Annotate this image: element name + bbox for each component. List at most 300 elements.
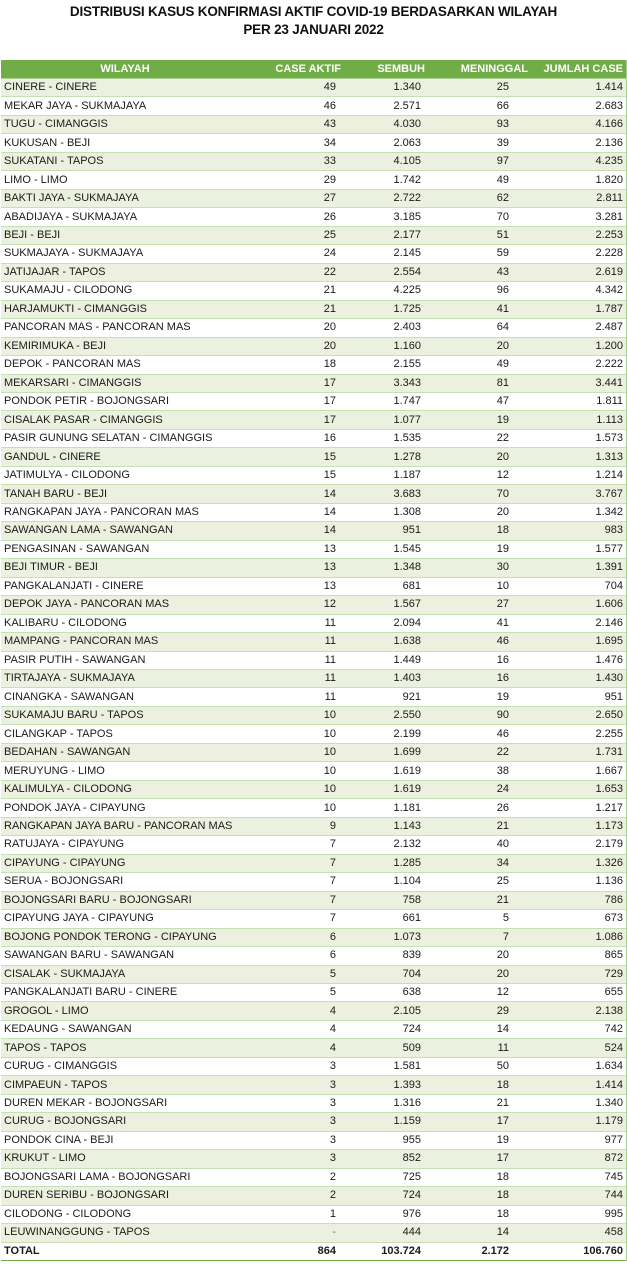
total-row [1,1242,626,1260]
cell-jumlah-case: 1.811 [531,392,626,410]
table-row [1,836,626,854]
cell-case-aktif: 25 [249,226,344,244]
table-row [1,817,626,835]
cell-meninggal: 16 [439,651,531,669]
cell-jumlah-case: 1.414 [531,79,626,97]
cell-case-aktif: 13 [249,540,344,558]
cell-wilayah: CINERE - CINERE [1,79,249,97]
cell-meninggal: 14 [439,1020,531,1038]
table-row [1,688,626,706]
table-row [1,947,626,965]
cell-sembuh: 725 [344,1168,439,1186]
table-row [1,1224,626,1242]
cell-sembuh: 2.550 [344,706,439,724]
cell-sembuh: 1.619 [344,762,439,780]
table-row [1,134,626,152]
cell-jumlah-case: 2.683 [531,97,626,115]
cell-case-aktif: 3 [249,1131,344,1149]
cell-sembuh: 2.571 [344,97,439,115]
cell-meninggal: 70 [439,485,531,503]
cell-sembuh: 1.581 [344,1057,439,1075]
table-row [1,633,626,651]
cell-case-aktif: 12 [249,596,344,614]
cell-jumlah-case: 673 [531,910,626,928]
cell-wilayah: MAMPANG - PANCORAN MAS [1,633,249,651]
cell-jumlah-case: 1.577 [531,540,626,558]
cell-jumlah-case: 3.441 [531,374,626,392]
table-row [1,282,626,300]
cell-wilayah: SUKAMAJU - CILODONG [1,282,249,300]
cell-meninggal: 21 [439,817,531,835]
cell-jumlah-case: 742 [531,1020,626,1038]
cell-jumlah-case: 745 [531,1168,626,1186]
cell-wilayah: BAKTI JAYA - SUKMAJAYA [1,189,249,207]
cell-jumlah-case: 2.253 [531,226,626,244]
cell-wilayah: CIMPAEUN - TAPOS [1,1076,249,1094]
cell-wilayah: PANGKALANJATI - CINERE [1,577,249,595]
cell-meninggal: 20 [439,448,531,466]
cell-jumlah-case: 2.255 [531,725,626,743]
cell-case-aktif: 11 [249,688,344,706]
table-row [1,1076,626,1094]
cell-case-aktif: 20 [249,319,344,337]
table-row [1,725,626,743]
cell-wilayah: SAWANGAN BARU - SAWANGAN [1,947,249,965]
cell-jumlah-case: 1.086 [531,928,626,946]
cell-meninggal: 34 [439,854,531,872]
cell-sembuh: 4.030 [344,115,439,133]
cell-case-aktif: 15 [249,448,344,466]
table-row [1,485,626,503]
cell-meninggal: 41 [439,300,531,318]
cell-meninggal: 14 [439,1224,531,1242]
cell-wilayah: PONDOK JAYA - CIPAYUNG [1,799,249,817]
cell-meninggal: 70 [439,208,531,226]
cell-sembuh: 3.683 [344,485,439,503]
cell-jumlah-case: 1.200 [531,337,626,355]
cell-sembuh: 1.699 [344,743,439,761]
total-sembuh: 103.724 [344,1242,439,1260]
cell-sembuh: 4.225 [344,282,439,300]
cell-jumlah-case: 1.173 [531,817,626,835]
cell-jumlah-case: 4.342 [531,282,626,300]
cell-case-aktif: 10 [249,780,344,798]
cell-jumlah-case: 1.326 [531,854,626,872]
cell-case-aktif: 13 [249,559,344,577]
cell-meninggal: 25 [439,79,531,97]
cell-wilayah: PASIR GUNUNG SELATAN - CIMANGGIS [1,429,249,447]
cell-meninggal: 47 [439,392,531,410]
cell-sembuh: 2.722 [344,189,439,207]
cell-meninggal: 25 [439,873,531,891]
cell-case-aktif: 21 [249,282,344,300]
cell-case-aktif: 3 [249,1057,344,1075]
table-row [1,891,626,909]
cell-meninggal: 18 [439,1205,531,1223]
cell-wilayah: PENGASINAN - SAWANGAN [1,540,249,558]
cell-sembuh: 852 [344,1150,439,1168]
cell-meninggal: 46 [439,725,531,743]
table-row [1,337,626,355]
cell-meninggal: 10 [439,577,531,595]
cell-sembuh: 2.063 [344,134,439,152]
total-case-aktif: 864 [249,1242,344,1260]
cell-meninggal: 66 [439,97,531,115]
cell-jumlah-case: 872 [531,1150,626,1168]
cell-meninggal: 49 [439,171,531,189]
cell-case-aktif: 1 [249,1205,344,1223]
cell-jumlah-case: 1.217 [531,799,626,817]
cell-wilayah: CURUG - CIMANGGIS [1,1057,249,1075]
cell-case-aktif: 5 [249,965,344,983]
cell-sembuh: 1.316 [344,1094,439,1112]
cell-jumlah-case: 2.650 [531,706,626,724]
cell-sembuh: 2.145 [344,245,439,263]
cell-jumlah-case: 1.430 [531,670,626,688]
table-row [1,559,626,577]
cell-jumlah-case: 729 [531,965,626,983]
cell-meninggal: 26 [439,799,531,817]
cell-jumlah-case: 2.136 [531,134,626,152]
cell-jumlah-case: 2.228 [531,245,626,263]
cell-meninggal: 17 [439,1113,531,1131]
cell-meninggal: 20 [439,947,531,965]
cell-case-aktif: 43 [249,115,344,133]
cell-wilayah: RANGKAPAN JAYA - PANCORAN MAS [1,503,249,521]
table-header-row [1,60,626,79]
table-row [1,540,626,558]
table-row [1,1205,626,1223]
column-header-wilayah: WILAYAH [1,60,249,79]
cell-jumlah-case: 458 [531,1224,626,1242]
table-row [1,189,626,207]
cell-wilayah: KALIBARU - CILODONG [1,614,249,632]
cell-sembuh: 955 [344,1131,439,1149]
table-container [0,60,627,1261]
table-row [1,1187,626,1205]
cell-meninggal: 19 [439,411,531,429]
cell-wilayah: BEJI - BEJI [1,226,249,244]
cell-jumlah-case: 2.487 [531,319,626,337]
cell-case-aktif: 15 [249,466,344,484]
table-row [1,983,626,1001]
cell-wilayah: ABADIJAYA - SUKMAJAYA [1,208,249,226]
cell-case-aktif: 7 [249,854,344,872]
cell-jumlah-case: 786 [531,891,626,909]
cell-sembuh: 1.187 [344,466,439,484]
cell-jumlah-case: 2.619 [531,263,626,281]
cell-jumlah-case: 1.179 [531,1113,626,1131]
cases-table [1,60,626,1261]
table-row [1,577,626,595]
table-row [1,300,626,318]
table-row [1,356,626,374]
cell-case-aktif: 49 [249,79,344,97]
table-row [1,152,626,170]
cell-wilayah: BOJONGSARI LAMA - BOJONGSARI [1,1168,249,1186]
cell-case-aktif: 6 [249,928,344,946]
cell-case-aktif: 14 [249,522,344,540]
table-row [1,965,626,983]
cell-sembuh: 724 [344,1020,439,1038]
cell-wilayah: GROGOL - LIMO [1,1002,249,1020]
cell-sembuh: 921 [344,688,439,706]
cell-sembuh: 509 [344,1039,439,1057]
cell-case-aktif: 10 [249,725,344,743]
cell-case-aktif: - [249,1224,344,1242]
cell-wilayah: DUREN MEKAR - BOJONGSARI [1,1094,249,1112]
cell-wilayah: DEPOK - PANCORAN MAS [1,356,249,374]
cell-wilayah: CILANGKAP - TAPOS [1,725,249,743]
cell-wilayah: KEMIRIMUKA - BEJI [1,337,249,355]
cell-meninggal: 43 [439,263,531,281]
cell-sembuh: 1.619 [344,780,439,798]
cell-meninggal: 41 [439,614,531,632]
cell-jumlah-case: 1.476 [531,651,626,669]
cell-jumlah-case: 1.731 [531,743,626,761]
cell-sembuh: 2.132 [344,836,439,854]
cell-meninggal: 30 [439,559,531,577]
cell-case-aktif: 22 [249,263,344,281]
cell-case-aktif: 46 [249,97,344,115]
table-row [1,245,626,263]
table-row [1,1057,626,1075]
cell-wilayah: TUGU - CIMANGGIS [1,115,249,133]
cell-case-aktif: 11 [249,651,344,669]
cell-wilayah: KALIMULYA - CILODONG [1,780,249,798]
cell-meninggal: 50 [439,1057,531,1075]
cell-sembuh: 2.199 [344,725,439,743]
cell-wilayah: JATIMULYA - CILODONG [1,466,249,484]
cell-wilayah: DUREN SERIBU - BOJONGSARI [1,1187,249,1205]
cell-sembuh: 4.105 [344,152,439,170]
cell-meninggal: 38 [439,762,531,780]
cell-jumlah-case: 1.340 [531,1094,626,1112]
cell-wilayah: DEPOK JAYA - PANCORAN MAS [1,596,249,614]
cell-case-aktif: 10 [249,762,344,780]
cell-jumlah-case: 1.606 [531,596,626,614]
table-row [1,522,626,540]
table-row [1,799,626,817]
cell-sembuh: 2.177 [344,226,439,244]
cell-jumlah-case: 744 [531,1187,626,1205]
cell-meninggal: 46 [439,633,531,651]
cell-case-aktif: 7 [249,891,344,909]
table-row [1,873,626,891]
cell-jumlah-case: 983 [531,522,626,540]
cell-sembuh: 2.554 [344,263,439,281]
cell-case-aktif: 7 [249,910,344,928]
cell-wilayah: GANDUL - CINERE [1,448,249,466]
cell-case-aktif: 2 [249,1187,344,1205]
table-body [1,79,626,1261]
cell-sembuh: 661 [344,910,439,928]
cell-meninggal: 90 [439,706,531,724]
table-row [1,448,626,466]
cell-jumlah-case: 3.281 [531,208,626,226]
total-jumlah-case: 106.760 [531,1242,626,1260]
cell-wilayah: KRUKUT - LIMO [1,1150,249,1168]
cell-jumlah-case: 2.811 [531,189,626,207]
cell-wilayah: PONDOK PETIR - BOJONGSARI [1,392,249,410]
cell-meninggal: 21 [439,891,531,909]
cell-jumlah-case: 1.136 [531,873,626,891]
cell-jumlah-case: 977 [531,1131,626,1149]
cell-meninggal: 16 [439,670,531,688]
cell-sembuh: 1.449 [344,651,439,669]
cell-wilayah: PONDOK CINA - BEJI [1,1131,249,1149]
cell-case-aktif: 7 [249,873,344,891]
cell-jumlah-case: 2.138 [531,1002,626,1020]
cell-case-aktif: 4 [249,1039,344,1057]
cell-jumlah-case: 704 [531,577,626,595]
cell-wilayah: BOJONG PONDOK TERONG - CIPAYUNG [1,928,249,946]
cell-wilayah: BEJI TIMUR - BEJI [1,559,249,577]
cell-case-aktif: 3 [249,1113,344,1131]
cell-sembuh: 2.403 [344,319,439,337]
page-title: DISTRIBUSI KASUS KONFIRMASI AKTIF COVID-19 BERDASARKAN WILAYAH [69,4,558,19]
cell-meninggal: 22 [439,743,531,761]
cell-meninggal: 62 [439,189,531,207]
cell-wilayah: TIRTAJAYA - SUKMAJAYA [1,670,249,688]
table-row [1,1150,626,1168]
cell-case-aktif: 11 [249,670,344,688]
cell-meninggal: 18 [439,1076,531,1094]
cell-sembuh: 1.308 [344,503,439,521]
cell-meninggal: 12 [439,466,531,484]
cell-sembuh: 1.348 [344,559,439,577]
cell-case-aktif: 34 [249,134,344,152]
cell-meninggal: 59 [439,245,531,263]
cell-meninggal: 11 [439,1039,531,1057]
table-row [1,1113,626,1131]
cell-wilayah: RANGKAPAN JAYA BARU - PANCORAN MAS [1,817,249,835]
table-row [1,97,626,115]
cell-case-aktif: 14 [249,503,344,521]
cell-wilayah: CISALAK PASAR - CIMANGGIS [1,411,249,429]
cell-jumlah-case: 1.342 [531,503,626,521]
cell-wilayah: KUKUSAN - BEJI [1,134,249,152]
cell-meninggal: 97 [439,152,531,170]
cell-jumlah-case: 1.113 [531,411,626,429]
cell-wilayah: TAPOS - TAPOS [1,1039,249,1057]
cell-case-aktif: 17 [249,374,344,392]
cell-jumlah-case: 951 [531,688,626,706]
cell-jumlah-case: 524 [531,1039,626,1057]
cell-case-aktif: 11 [249,633,344,651]
cell-wilayah: RATUJAYA - CIPAYUNG [1,836,249,854]
cell-sembuh: 1.535 [344,429,439,447]
cell-wilayah: BOJONGSARI BARU - BOJONGSARI [1,891,249,909]
cell-jumlah-case: 1.787 [531,300,626,318]
cell-wilayah: PANCORAN MAS - PANCORAN MAS [1,319,249,337]
cell-sembuh: 1.393 [344,1076,439,1094]
cell-jumlah-case: 1.820 [531,171,626,189]
cell-case-aktif: 24 [249,245,344,263]
cell-jumlah-case: 1.667 [531,762,626,780]
cell-case-aktif: 5 [249,983,344,1001]
cell-meninggal: 12 [439,983,531,1001]
cell-meninggal: 5 [439,910,531,928]
cell-wilayah: SAWANGAN LAMA - SAWANGAN [1,522,249,540]
cell-sembuh: 681 [344,577,439,595]
cell-sembuh: 638 [344,983,439,1001]
cell-case-aktif: 10 [249,799,344,817]
cell-meninggal: 19 [439,688,531,706]
cell-sembuh: 3.185 [344,208,439,226]
cell-case-aktif: 20 [249,337,344,355]
cell-meninggal: 17 [439,1150,531,1168]
cell-meninggal: 18 [439,522,531,540]
cell-case-aktif: 7 [249,836,344,854]
cell-case-aktif: 13 [249,577,344,595]
table-row [1,1131,626,1149]
page-subtitle: PER 23 JANUARI 2022 [243,22,384,37]
table-row [1,171,626,189]
cell-case-aktif: 33 [249,152,344,170]
cell-meninggal: 21 [439,1094,531,1112]
cell-wilayah: JATIJAJAR - TAPOS [1,263,249,281]
table-row [1,780,626,798]
cell-case-aktif: 21 [249,300,344,318]
cell-sembuh: 758 [344,891,439,909]
table-row [1,411,626,429]
table-row [1,115,626,133]
cell-jumlah-case: 2.146 [531,614,626,632]
table-row [1,1168,626,1186]
cell-meninggal: 51 [439,226,531,244]
cell-wilayah: SUKMAJAYA - SUKMAJAYA [1,245,249,263]
table-row [1,263,626,281]
cell-case-aktif: 29 [249,171,344,189]
cell-meninggal: 96 [439,282,531,300]
cell-wilayah: TANAH BARU - BEJI [1,485,249,503]
cell-sembuh: 704 [344,965,439,983]
table-row [1,596,626,614]
cell-jumlah-case: 3.767 [531,485,626,503]
cell-case-aktif: 26 [249,208,344,226]
cell-jumlah-case: 1.214 [531,466,626,484]
table-row [1,374,626,392]
cell-sembuh: 2.094 [344,614,439,632]
total-meninggal: 2.172 [439,1242,531,1260]
table-row [1,670,626,688]
cell-wilayah: SUKAMAJU BARU - TAPOS [1,706,249,724]
cell-wilayah: PASIR PUTIH - SAWANGAN [1,651,249,669]
cell-jumlah-case: 1.414 [531,1076,626,1094]
cell-case-aktif: 11 [249,614,344,632]
cell-sembuh: 1.160 [344,337,439,355]
table-row [1,854,626,872]
cell-case-aktif: 17 [249,411,344,429]
cell-wilayah: BEDAHAN - SAWANGAN [1,743,249,761]
cell-case-aktif: 9 [249,817,344,835]
cell-meninggal: 20 [439,337,531,355]
cell-case-aktif: 3 [249,1150,344,1168]
cell-case-aktif: 10 [249,743,344,761]
table-row [1,79,626,97]
cell-jumlah-case: 2.222 [531,356,626,374]
cell-sembuh: 1.567 [344,596,439,614]
cell-jumlah-case: 995 [531,1205,626,1223]
cell-wilayah: HARJAMUKTI - CIMANGGIS [1,300,249,318]
cell-sembuh: 1.077 [344,411,439,429]
column-header-jumlah-case: JUMLAH CASE [531,60,626,79]
table-row [1,392,626,410]
cell-case-aktif: 16 [249,429,344,447]
cell-case-aktif: 6 [249,947,344,965]
cell-jumlah-case: 4.235 [531,152,626,170]
